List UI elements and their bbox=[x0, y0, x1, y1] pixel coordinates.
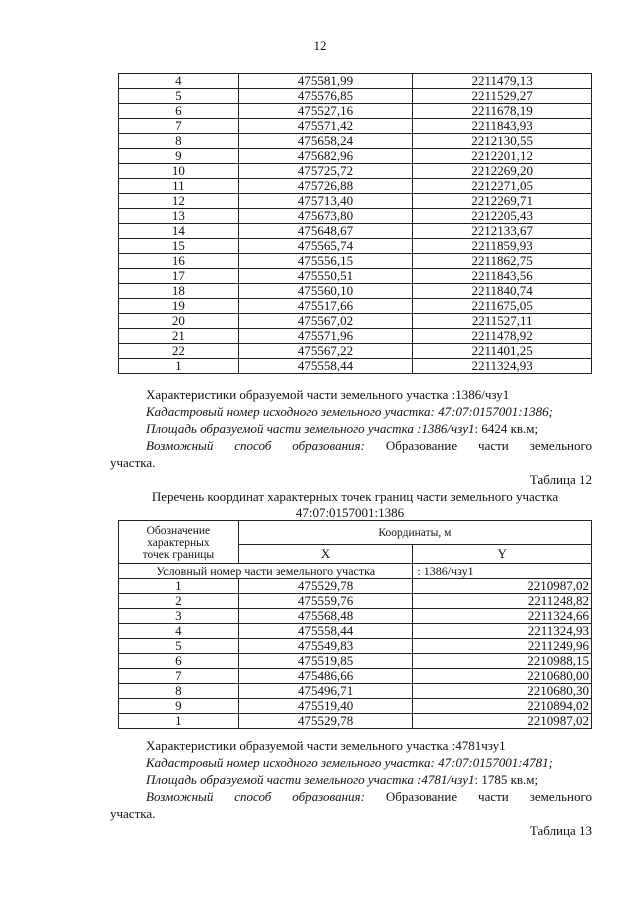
section1-method-v2: части bbox=[478, 438, 509, 453]
table12-row bbox=[119, 699, 592, 714]
top-table-row bbox=[119, 329, 592, 344]
coord-x: 475496,71 bbox=[238, 684, 413, 699]
coord-y: 2211843,56 bbox=[413, 269, 592, 284]
subheader-value: : 1386/чзу1 bbox=[413, 564, 592, 579]
coord-y: 2211324,66 bbox=[413, 609, 592, 624]
coord-x: 475529,78 bbox=[238, 579, 413, 594]
section1-method bbox=[146, 437, 592, 454]
point-number: 1 bbox=[119, 359, 239, 374]
coord-y: 2212130,55 bbox=[413, 134, 592, 149]
section1-method-v3: земельного bbox=[529, 438, 592, 453]
coord-y: 2210988,15 bbox=[413, 654, 592, 669]
section2-method-v2: части bbox=[478, 789, 509, 804]
table12-row bbox=[119, 624, 592, 639]
table12-title-line2: 47:07:0157001:1386 bbox=[295, 505, 405, 520]
coord-y: 2212205,43 bbox=[413, 209, 592, 224]
table12-row bbox=[119, 654, 592, 669]
table12-row bbox=[119, 609, 592, 624]
coord-y: 2210680,30 bbox=[413, 684, 592, 699]
section1-method-v1: Образование bbox=[385, 438, 458, 453]
coord-y: 2211859,93 bbox=[413, 239, 592, 254]
top-table-row bbox=[119, 314, 592, 329]
table12-row bbox=[119, 579, 592, 594]
coord-x: 475519,85 bbox=[238, 654, 413, 669]
header-x: X bbox=[238, 545, 413, 564]
point-number: 9 bbox=[119, 699, 239, 714]
point-number: 18 bbox=[119, 284, 239, 299]
section2-area-label: Площадь образуемой части земельного участка :4781/чзу1 bbox=[146, 772, 475, 787]
coord-y: 2211675,05 bbox=[413, 299, 592, 314]
point-number: 22 bbox=[119, 344, 239, 359]
coord-x: 475560,10 bbox=[238, 284, 413, 299]
header-designation-line1: Обозначение bbox=[146, 525, 211, 537]
section2-method-w1: Возможный bbox=[146, 789, 214, 804]
section2-area-value: : 1785 кв.м; bbox=[474, 772, 539, 787]
subheader-label: Условный номер части земельного участка bbox=[119, 564, 413, 579]
coord-x: 475558,44 bbox=[238, 359, 413, 374]
coord-x: 475567,22 bbox=[238, 344, 413, 359]
point-number: 4 bbox=[119, 624, 239, 639]
coord-y: 2211840,74 bbox=[413, 284, 592, 299]
coord-y: 2210680,00 bbox=[413, 669, 592, 684]
coord-x: 475529,78 bbox=[238, 714, 413, 729]
coord-y: 2210987,02 bbox=[413, 579, 592, 594]
point-number: 13 bbox=[119, 209, 239, 224]
top-table-row bbox=[119, 359, 592, 374]
top-table-row bbox=[119, 149, 592, 164]
coord-x: 475571,96 bbox=[238, 329, 413, 344]
top-table-row bbox=[119, 344, 592, 359]
section1-cadastral: Кадастровый номер исходного земельного участка: 47:07:0157001:1386; bbox=[146, 404, 553, 419]
coord-x: 475726,88 bbox=[238, 179, 413, 194]
top-table-row bbox=[119, 164, 592, 179]
section1-area-label: Площадь образуемой части земельного участка :1386/чзу1 bbox=[146, 421, 475, 436]
point-number: 16 bbox=[119, 254, 239, 269]
point-number: 20 bbox=[119, 314, 239, 329]
point-number: 6 bbox=[119, 104, 239, 119]
point-number: 17 bbox=[119, 269, 239, 284]
coord-y: 2211478,92 bbox=[413, 329, 592, 344]
section2-method-v3: земельного bbox=[529, 789, 592, 804]
coord-x: 475725,72 bbox=[238, 164, 413, 179]
header-y: Y bbox=[413, 545, 592, 564]
section1-method-w3: образования: bbox=[292, 438, 365, 453]
coord-y: 2212271,05 bbox=[413, 179, 592, 194]
coord-y: 2211678,19 bbox=[413, 104, 592, 119]
point-number: 12 bbox=[119, 194, 239, 209]
coord-y: 2211324,93 bbox=[413, 624, 592, 639]
top-table-row bbox=[119, 284, 592, 299]
point-number: 8 bbox=[119, 684, 239, 699]
point-number: 19 bbox=[119, 299, 239, 314]
table12-title-line1: Перечень координат характерных точек границ части земельного участка bbox=[151, 489, 559, 504]
table12-row bbox=[119, 594, 592, 609]
top-table-row bbox=[119, 179, 592, 194]
point-number: 6 bbox=[119, 654, 239, 669]
point-number: 10 bbox=[119, 164, 239, 179]
table12-caption: Таблица 12 bbox=[529, 472, 592, 487]
section1-heading-text: Характеристики образуемой части земельного участка :1386/чзу1 bbox=[146, 387, 510, 402]
section1-area-value: : 6424 кв.м; bbox=[474, 421, 539, 436]
coord-y: 2211862,75 bbox=[413, 254, 592, 269]
page-number: 12 bbox=[313, 38, 327, 53]
top-table-row bbox=[119, 224, 592, 239]
coord-x: 475673,80 bbox=[238, 209, 413, 224]
coord-x: 475549,83 bbox=[238, 639, 413, 654]
top-table-row bbox=[119, 254, 592, 269]
coord-x: 475556,15 bbox=[238, 254, 413, 269]
coord-x: 475550,51 bbox=[238, 269, 413, 284]
coord-y: 2211529,27 bbox=[413, 89, 592, 104]
coordinates-table-continued bbox=[118, 73, 592, 374]
point-number: 5 bbox=[119, 89, 239, 104]
coord-y: 2211843,93 bbox=[413, 119, 592, 134]
coord-x: 475648,67 bbox=[238, 224, 413, 239]
coord-y: 2211479,13 bbox=[413, 74, 592, 89]
coord-y: 2212133,67 bbox=[413, 224, 592, 239]
section2-method-v1: Образование bbox=[385, 789, 458, 804]
point-number: 11 bbox=[119, 179, 239, 194]
point-number: 9 bbox=[119, 149, 239, 164]
section1-method-w2: способ bbox=[234, 438, 272, 453]
coord-x: 475576,85 bbox=[238, 89, 413, 104]
header-coordinates: Координаты, м bbox=[238, 521, 591, 545]
coord-x: 475517,66 bbox=[238, 299, 413, 314]
table12-row bbox=[119, 639, 592, 654]
section2-heading: Характеристики образуемой части земельного участка :4781чзу1 bbox=[146, 738, 506, 753]
coord-x: 475571,42 bbox=[238, 119, 413, 134]
coord-y: 2210987,02 bbox=[413, 714, 592, 729]
section1-heading bbox=[146, 386, 509, 403]
section1-method-w1: Возможный bbox=[146, 438, 214, 453]
coord-y: 2212269,71 bbox=[413, 194, 592, 209]
top-table-row bbox=[119, 89, 592, 104]
coord-y: 2212269,20 bbox=[413, 164, 592, 179]
coord-x: 475558,44 bbox=[238, 624, 413, 639]
coord-x: 475581,99 bbox=[238, 74, 413, 89]
header-designation-line3: точек границы bbox=[142, 549, 215, 561]
top-table-row bbox=[119, 119, 592, 134]
coord-y: 2211401,25 bbox=[413, 344, 592, 359]
header-designation-line2: характерных bbox=[147, 537, 210, 549]
section2-method-w3: образования: bbox=[292, 789, 365, 804]
section2-area bbox=[146, 771, 538, 788]
table12 bbox=[118, 520, 592, 729]
top-table-row bbox=[119, 194, 592, 209]
point-number: 14 bbox=[119, 224, 239, 239]
coord-x: 475486,66 bbox=[238, 669, 413, 684]
section2-cadastral: Кадастровый номер исходного земельного участка: 47:07:0157001:4781; bbox=[146, 755, 553, 770]
point-number: 7 bbox=[119, 119, 239, 134]
coord-x: 475682,96 bbox=[238, 149, 413, 164]
coord-y: 2211527,11 bbox=[413, 314, 592, 329]
top-table-row bbox=[119, 269, 592, 284]
coord-x: 475567,02 bbox=[238, 314, 413, 329]
top-table-row bbox=[119, 299, 592, 314]
point-number: 1 bbox=[119, 714, 239, 729]
top-table-row bbox=[119, 239, 592, 254]
coord-y: 2211248,82 bbox=[413, 594, 592, 609]
top-table-row bbox=[119, 104, 592, 119]
coord-y: 2211324,93 bbox=[413, 359, 592, 374]
header-designation bbox=[119, 521, 239, 564]
top-table-row bbox=[119, 74, 592, 89]
section2-method-w2: способ bbox=[234, 789, 272, 804]
table12-row bbox=[119, 684, 592, 699]
point-number: 15 bbox=[119, 239, 239, 254]
point-number: 1 bbox=[119, 579, 239, 594]
coord-y: 2210894,02 bbox=[413, 699, 592, 714]
point-number: 8 bbox=[119, 134, 239, 149]
coord-x: 475519,40 bbox=[238, 699, 413, 714]
table12-row bbox=[119, 669, 592, 684]
coord-y: 2211249,96 bbox=[413, 639, 592, 654]
point-number: 7 bbox=[119, 669, 239, 684]
top-table-row bbox=[119, 209, 592, 224]
table13-caption: Таблица 13 bbox=[529, 823, 592, 838]
coord-x: 475713,40 bbox=[238, 194, 413, 209]
coord-x: 475568,48 bbox=[238, 609, 413, 624]
coord-y: 2212201,12 bbox=[413, 149, 592, 164]
section2-method bbox=[146, 788, 592, 805]
point-number: 21 bbox=[119, 329, 239, 344]
coord-x: 475658,24 bbox=[238, 134, 413, 149]
section2-method-continuation: участка. bbox=[110, 806, 156, 821]
coord-x: 475559,76 bbox=[238, 594, 413, 609]
point-number: 3 bbox=[119, 609, 239, 624]
section1-area bbox=[146, 420, 538, 437]
coord-x: 475565,74 bbox=[238, 239, 413, 254]
coord-x: 475527,16 bbox=[238, 104, 413, 119]
point-number: 5 bbox=[119, 639, 239, 654]
point-number: 2 bbox=[119, 594, 239, 609]
section1-method-continuation: участка. bbox=[110, 455, 156, 470]
point-number: 4 bbox=[119, 74, 239, 89]
table12-row bbox=[119, 714, 592, 729]
top-table-row bbox=[119, 134, 592, 149]
